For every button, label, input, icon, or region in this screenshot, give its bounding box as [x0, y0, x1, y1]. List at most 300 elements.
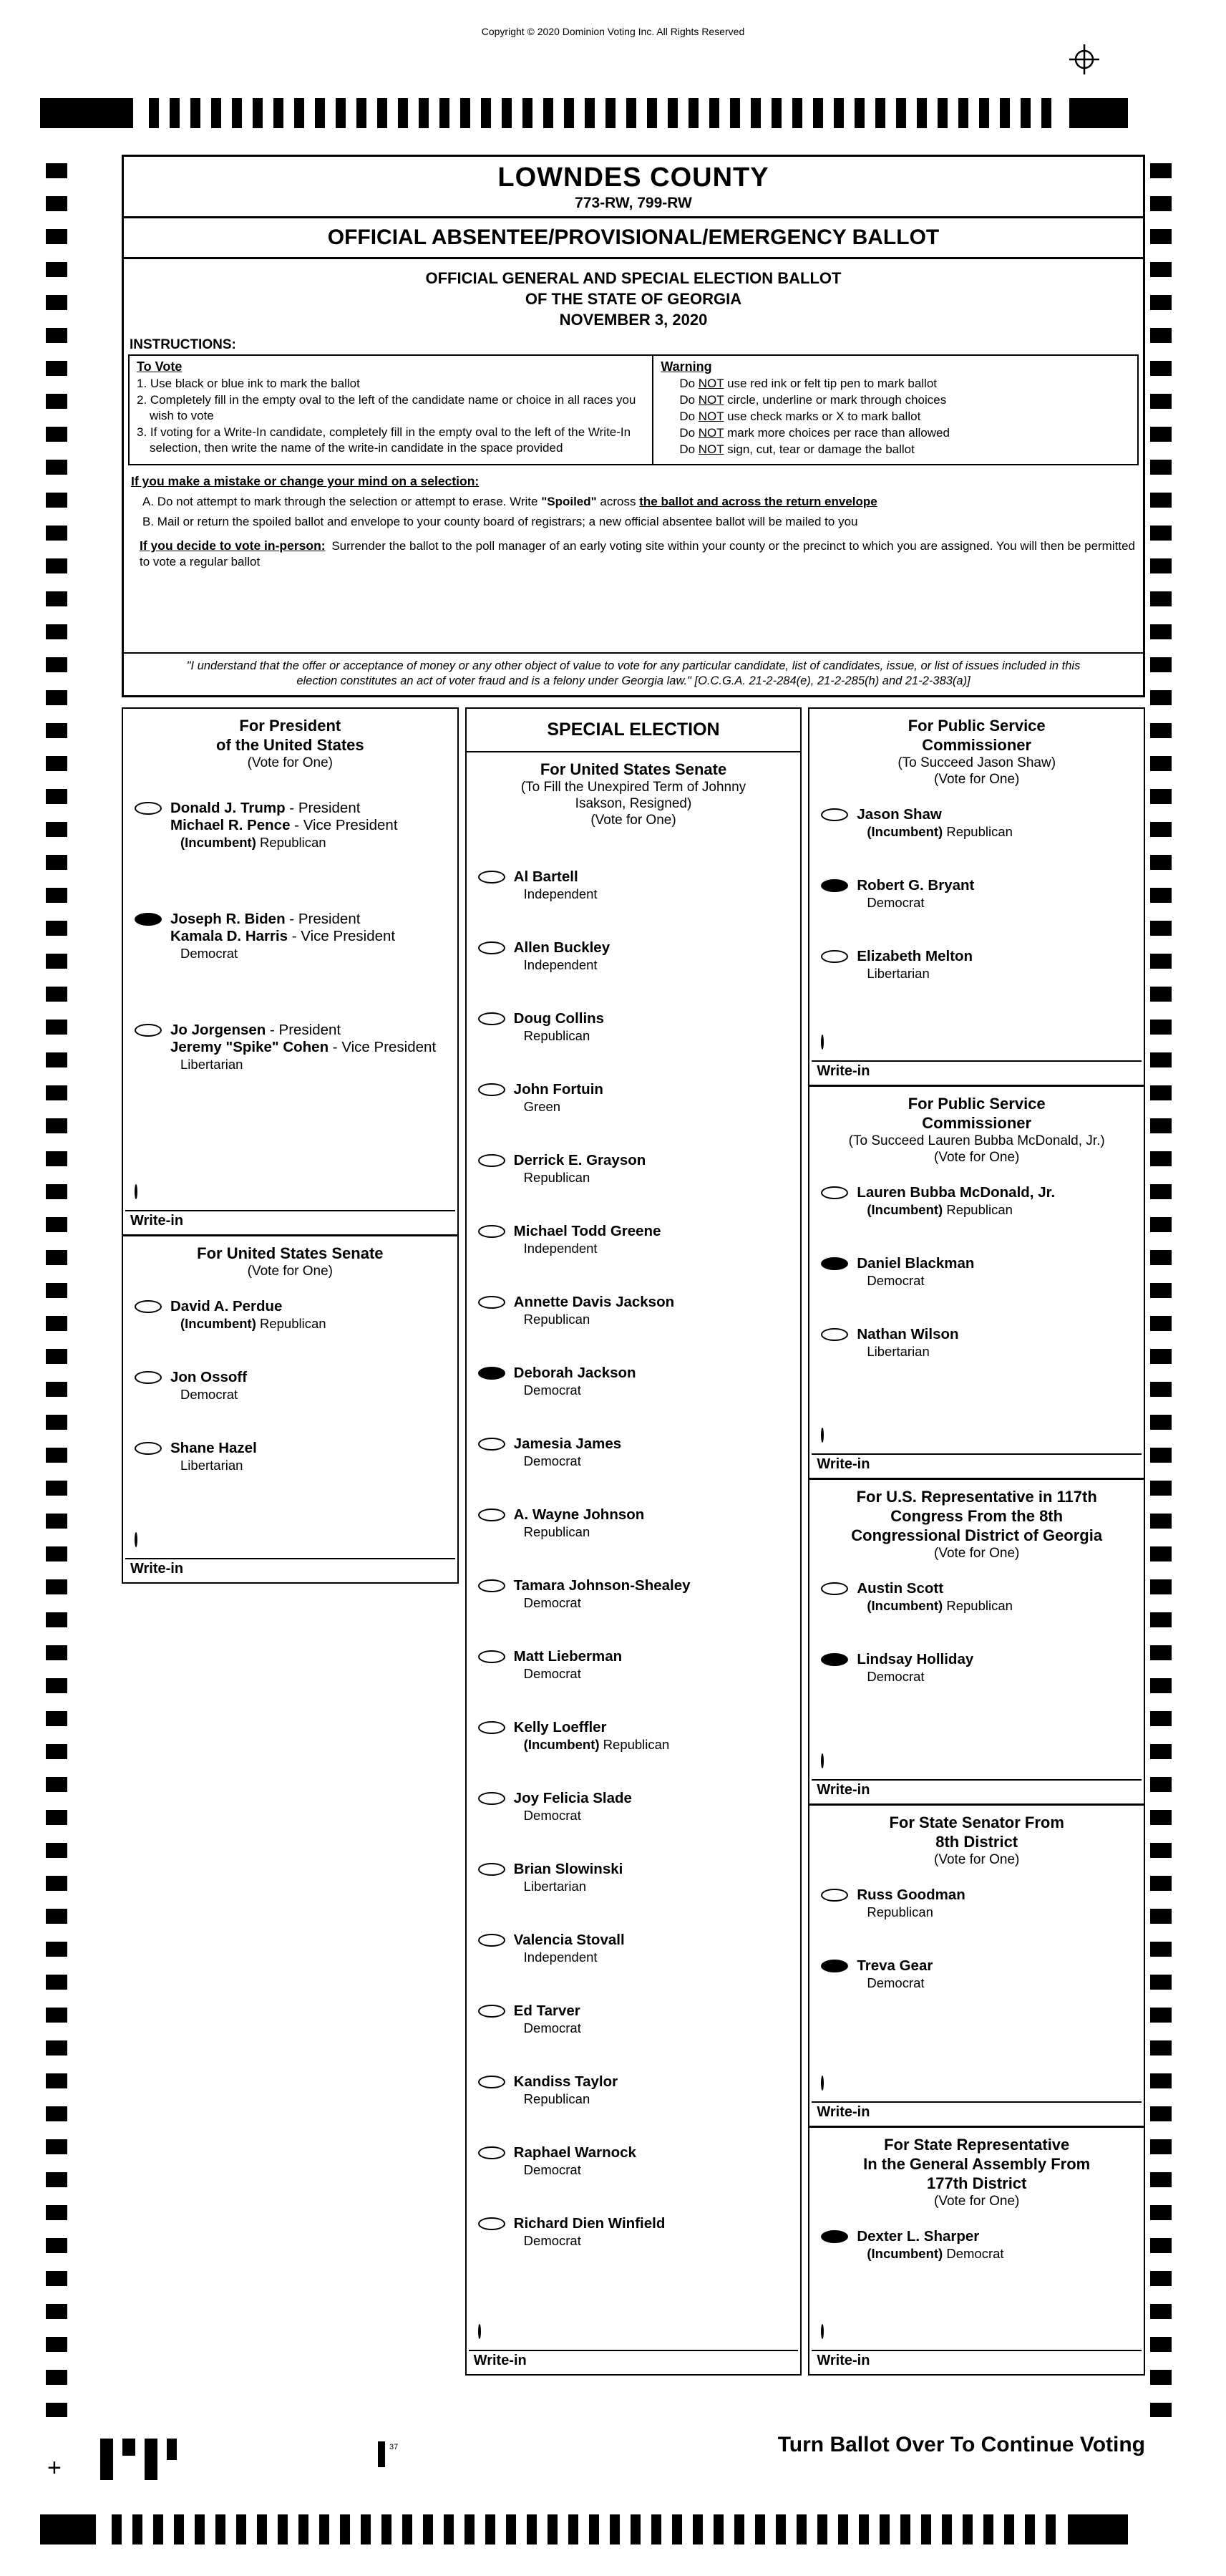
write-in-area [809, 2077, 1144, 2126]
candidate-oval-empty[interactable] [135, 1300, 162, 1313]
candidate-oval-empty[interactable] [478, 1296, 505, 1309]
candidate-oval-filled[interactable] [478, 1367, 505, 1380]
write-in-area [809, 1429, 1144, 1478]
write-in-oval-row [809, 1429, 1144, 1442]
candidate-michael-todd-greene [478, 1223, 795, 1256]
candidate-text-line: Libertarian [523, 1879, 587, 1894]
candidate-jason-shaw [821, 806, 1138, 840]
candidate-text [170, 1298, 326, 1332]
candidate-text [857, 1887, 965, 1920]
write-in-label: Write-in [130, 1213, 184, 1229]
vote-for-label: (Vote for One) [590, 813, 676, 828]
write-in-label: Write-in [473, 2353, 527, 2368]
mistake-section [131, 474, 1136, 529]
candidate-oval-filled[interactable] [135, 913, 162, 926]
candidate-text [857, 877, 974, 911]
candidate-text-line: Michael R. Pence - Vice President [170, 817, 398, 833]
contest-title-line: For Public Service [908, 717, 1046, 735]
contest-subtitle-line: (To Succeed Jason Shaw) [897, 755, 1056, 770]
candidate-text-line: Democrat [523, 2233, 581, 2248]
candidate-text-line: Doug Collins [513, 1010, 605, 1027]
write-in-oval[interactable] [135, 1532, 137, 1547]
ballot-header [122, 155, 1145, 697]
candidate-oval-empty[interactable] [821, 1328, 848, 1341]
candidate-text [857, 1326, 958, 1360]
contest-state-rep-177 [809, 2128, 1144, 2374]
contest-us-senate-special [467, 752, 801, 2374]
candidate-oval-empty[interactable] [135, 1371, 162, 1384]
candidate-text-line: Austin Scott [857, 1580, 944, 1597]
candidate-text [514, 1506, 645, 1540]
candidate-text-line: Raphael Warnock [513, 2144, 636, 2161]
to-vote-item: 2. Completely fill in the empty oval to the left of the candidate name or choice in all races you wish to vote [137, 393, 636, 422]
candidate-text-line: Libertarian [867, 966, 930, 981]
contest-title-line: Congress From the 8th [890, 1507, 1064, 1525]
write-in-area [809, 1755, 1144, 1803]
candidate-lauren-bubba-mcdonald-jr [821, 1184, 1138, 1218]
candidate-text [857, 1255, 974, 1289]
candidate-oval-empty[interactable] [478, 1154, 505, 1167]
candidate-oval-empty[interactable] [478, 1083, 505, 1096]
registration-mark [1068, 43, 1101, 76]
candidate-text-line: Tamara Johnson-Shealey [513, 1577, 691, 1594]
write-in-label: Write-in [817, 1782, 870, 1798]
candidate-text [514, 1648, 623, 1682]
candidate-text-line: (Incumbent) Republican [867, 824, 1013, 839]
candidate-valencia-stovall [478, 1932, 795, 1965]
vote-for-label: (Vote for One) [934, 1150, 1020, 1165]
timing-block-right [1069, 98, 1128, 128]
timing-block-left [40, 2514, 96, 2544]
timing-bars [112, 2514, 1059, 2544]
to-vote-items [137, 376, 645, 456]
vote-for-label: (Vote for One) [247, 755, 333, 770]
write-in-label: Write-in [817, 1063, 870, 1079]
candidate-text [170, 800, 398, 851]
candidate-text-line: Democrat [523, 1595, 581, 1610]
candidate-shane-hazel [135, 1440, 452, 1473]
candidate-text-line: Democrat [523, 1666, 581, 1681]
candidate-doug-collins [478, 1010, 795, 1044]
write-in-oval-row [809, 1036, 1144, 1049]
candidate-text-line: Annette Davis Jackson [513, 1294, 675, 1310]
mistake-item-b: B. Mail or return the spoiled ballot and envelope to your county board of registrars; a new official absentee ballot will be mailed to you [142, 515, 858, 528]
vote-for-label: (Vote for One) [247, 1264, 333, 1279]
write-in-area [809, 2325, 1144, 2374]
write-in-oval-row [809, 1755, 1144, 1768]
warning-item: Do NOT use red ink or felt tip pen to mark ballot [679, 377, 938, 390]
to-vote-box [128, 354, 653, 465]
corner-mark: 37 [389, 2443, 399, 2451]
candidate-oval-empty[interactable] [478, 1438, 505, 1451]
candidate-oval-empty[interactable] [135, 1442, 162, 1455]
write-in-oval[interactable] [821, 2324, 824, 2339]
candidate-joseph-r-biden [135, 911, 452, 962]
candidate-oval-empty[interactable] [478, 1225, 505, 1238]
contest-title-line: Commissioner [922, 1114, 1032, 1132]
candidate-oval-empty[interactable] [478, 1509, 505, 1521]
write-in-area [809, 1036, 1144, 1085]
candidate-text-line: Republican [523, 1028, 590, 1043]
candidate-text-line: Republican [523, 1312, 590, 1327]
candidate-text-line: Russ Goodman [857, 1887, 965, 1903]
candidate-text [514, 1223, 661, 1256]
candidate-derrick-e-grayson [478, 1152, 795, 1186]
candidate-text [514, 2073, 618, 2107]
candidate-text-line: Robert G. Bryant [857, 877, 975, 894]
candidate-text-line: Independent [523, 886, 598, 901]
contest-header [467, 760, 801, 828]
candidate-lindsay-holliday [821, 1651, 1138, 1685]
to-vote-item: 1. Use black or blue ink to mark the ballot [137, 377, 360, 390]
election-title-line: OFFICIAL GENERAL AND SPECIAL ELECTION BALLOT [425, 269, 842, 287]
write-in-area [467, 2325, 801, 2374]
write-in-area [123, 1186, 457, 1234]
candidate-oval-empty[interactable] [821, 950, 848, 963]
candidate-a-wayne-johnson [478, 1506, 795, 1540]
contest-us-senate [123, 1236, 457, 1582]
contest-header [123, 1244, 457, 1279]
contest-title-line: Commissioner [922, 736, 1032, 754]
contest-header [809, 1813, 1144, 1868]
candidate-text [514, 939, 610, 973]
candidate-oval-filled[interactable] [821, 1653, 848, 1666]
candidate-text-line: Joseph R. Biden - President [170, 911, 361, 927]
candidate-text-line: Independent [523, 1950, 598, 1965]
candidate-text-line: Elizabeth Melton [857, 948, 973, 964]
candidate-oval-empty[interactable] [135, 802, 162, 815]
contest-title-line: For President [239, 717, 341, 735]
write-in-oval[interactable] [821, 1753, 824, 1768]
candidate-russ-goodman [821, 1887, 1138, 1920]
to-vote-title: To Vote [137, 359, 183, 374]
candidate-text [514, 2003, 581, 2036]
candidate-text-line: Joy Felicia Slade [513, 1790, 632, 1806]
candidate-list [809, 1887, 1144, 1991]
candidate-text-line: Jeremy "Spike" Cohen - Vice President [170, 1039, 437, 1055]
candidate-jon-ossoff [135, 1369, 452, 1403]
write-in-label: Write-in [817, 1456, 870, 1472]
candidate-text-line: Jo Jorgensen - President [170, 1022, 341, 1038]
timing-bars [149, 98, 1059, 128]
candidate-text [857, 2228, 1003, 2262]
candidate-treva-gear [821, 1957, 1138, 1991]
write-in-oval[interactable] [478, 2324, 481, 2339]
candidate-oval-empty[interactable] [821, 808, 848, 821]
candidate-text-line: Michael Todd Greene [513, 1223, 661, 1239]
candidate-text-line: Democrat [523, 1383, 581, 1398]
candidate-john-fortuin [478, 1081, 795, 1115]
contest-title-line: of the United States [216, 736, 364, 754]
instructions-label: INSTRUCTIONS: [130, 337, 236, 352]
contest-president [123, 709, 457, 1236]
candidate-annette-davis-jackson [478, 1294, 795, 1327]
candidate-tamara-johnson-shealey [478, 1577, 795, 1611]
candidate-jamesia-james [478, 1435, 795, 1469]
instructions-section [124, 333, 1143, 578]
write-in-oval-row [123, 1186, 457, 1199]
write-in-label: Write-in [130, 1561, 184, 1577]
candidate-text-line: Nathan Wilson [857, 1326, 959, 1342]
candidate-text-line: Jon Ossoff [170, 1369, 248, 1385]
candidate-oval-empty[interactable] [478, 2217, 505, 2230]
write-in-label: Write-in [817, 2104, 870, 2120]
candidate-text-line: (Incumbent) Republican [180, 835, 326, 850]
contest-psc-shaw [809, 709, 1144, 1087]
special-election-header: SPECIAL ELECTION [467, 709, 801, 752]
candidate-text [857, 1184, 1055, 1218]
candidate-text-line: Republican [523, 1524, 590, 1539]
write-in-oval[interactable] [821, 2076, 824, 2091]
write-in-oval-row [809, 2077, 1144, 2090]
candidate-text-line: Matt Lieberman [513, 1648, 623, 1665]
candidate-text-line: Valencia Stovall [513, 1932, 625, 1948]
candidate-text [514, 1577, 691, 1611]
candidate-text-line: David A. Perdue [170, 1298, 283, 1314]
candidate-text-line: (Incumbent) Republican [523, 1737, 670, 1752]
candidate-text-line: Republican [867, 1904, 933, 1919]
write-in-oval[interactable] [821, 1035, 824, 1050]
candidate-david-a-perdue [135, 1298, 452, 1332]
warning-items [661, 376, 1130, 457]
candidate-oval-empty[interactable] [478, 2076, 505, 2088]
candidate-text-line: Democrat [867, 1669, 925, 1684]
contest-header [809, 716, 1144, 788]
candidate-text-line: Libertarian [867, 1344, 930, 1359]
ballot-content [122, 155, 1145, 2376]
candidate-text-line: Ed Tarver [513, 2003, 580, 2019]
candidate-text-line: Libertarian [180, 1458, 243, 1473]
candidate-jo-jorgensen [135, 1022, 452, 1072]
candidate-dexter-l-sharper [821, 2228, 1138, 2262]
candidate-list [809, 806, 1144, 982]
candidate-text-line: (Incumbent) Democrat [867, 2246, 1004, 2261]
candidate-text-line: Green [523, 1099, 561, 1114]
candidate-oval-empty[interactable] [478, 1863, 505, 1876]
contest-header [809, 2135, 1144, 2209]
candidate-text-line: Lauren Bubba McDonald, Jr. [857, 1184, 1056, 1201]
contest-header [809, 1487, 1144, 1561]
candidate-text [170, 1440, 257, 1473]
candidate-kelly-loeffler [478, 1719, 795, 1753]
contest-title-line: For United States Senate [540, 760, 727, 778]
candidate-text-line: Deborah Jackson [513, 1365, 636, 1381]
candidate-oval-empty[interactable] [478, 1012, 505, 1025]
candidate-list [809, 2228, 1144, 2262]
warning-item: Do NOT sign, cut, tear or damage the ballot [679, 442, 915, 456]
vote-for-label: (Vote for One) [934, 1546, 1020, 1561]
warning-title: Warning [661, 359, 712, 374]
candidate-al-bartell [478, 868, 795, 902]
candidate-text-line: Democrat [523, 1808, 581, 1823]
candidate-oval-filled[interactable] [821, 2230, 848, 2243]
candidate-oval-filled[interactable] [821, 1257, 848, 1270]
timing-block-left [40, 98, 133, 128]
candidate-text [514, 1294, 674, 1327]
candidate-list [123, 800, 457, 1072]
candidate-text [514, 1932, 625, 1965]
candidate-kandiss-taylor [478, 2073, 795, 2107]
county-band [124, 157, 1143, 218]
candidate-oval-empty[interactable] [478, 871, 505, 883]
to-vote-item: 3. If voting for a Write-In candidate, completely fill in the empty oval to the left of the Write-In selection, then write the name of the write-in candidate in the space provided [137, 425, 631, 455]
candidate-oval-filled[interactable] [821, 879, 848, 892]
vote-for-label: (Vote for One) [934, 1852, 1020, 1867]
copyright-text: Copyright © 2020 Dominion Voting Inc. All Rights Reserved [481, 26, 745, 37]
write-in-label: Write-in [817, 2353, 870, 2368]
candidate-deborah-jackson [478, 1365, 795, 1398]
candidate-text-line: (Incumbent) Republican [867, 1598, 1013, 1613]
candidate-text-line: Allen Buckley [513, 939, 610, 956]
candidate-oval-empty[interactable] [478, 1650, 505, 1663]
election-title-line: OF THE STATE OF GEORGIA [525, 290, 742, 308]
candidate-text-line: Jason Shaw [857, 806, 942, 823]
candidate-text-line: Independent [523, 957, 598, 972]
contest-header [809, 1094, 1144, 1166]
candidate-text-line: Republican [523, 2091, 590, 2106]
contest-title-line: 177th District [926, 2174, 1027, 2192]
candidate-text-line: Brian Slowinski [513, 1861, 623, 1877]
in-person-section [140, 538, 1136, 570]
county-name: LOWNDES COUNTY [497, 163, 769, 193]
candidate-text-line: Democrat [867, 1273, 925, 1288]
candidate-text-line: Kelly Loeffler [513, 1719, 607, 1735]
ballot-column-3 [808, 707, 1145, 2376]
timing-marks-left [46, 163, 67, 2417]
contest-title-line: For United States Senate [197, 1244, 384, 1262]
candidate-text [514, 1152, 646, 1186]
vote-for-label: (Vote for One) [934, 2194, 1020, 2209]
warning-item: Do NOT circle, underline or mark through choices [679, 393, 947, 407]
election-title [124, 259, 1143, 333]
candidate-text-line: Shane Hazel [170, 1440, 257, 1456]
candidate-text [514, 1790, 632, 1824]
candidate-text-line: Dexter L. Sharper [857, 2228, 980, 2245]
candidate-text-line: Libertarian [180, 1057, 243, 1072]
candidate-list [809, 1580, 1144, 1685]
candidate-text-line: (Incumbent) Republican [180, 1316, 326, 1331]
candidate-text [857, 806, 1013, 840]
candidate-nathan-wilson [821, 1326, 1138, 1360]
warning-box [652, 354, 1139, 465]
candidate-text-line: Democrat [523, 2020, 581, 2035]
candidate-list [123, 1298, 457, 1473]
candidate-text-line: John Fortuin [513, 1081, 603, 1098]
vote-for-label: (Vote for One) [934, 772, 1020, 787]
candidate-brian-slowinski [478, 1861, 795, 1894]
candidate-text-line: Jamesia James [513, 1435, 622, 1452]
candidate-daniel-blackman [821, 1255, 1138, 1289]
in-person-heading: If you decide to vote in-person: [140, 538, 326, 553]
candidate-oval-empty[interactable] [821, 1186, 848, 1199]
candidate-text [514, 1435, 621, 1469]
candidate-oval-empty[interactable] [821, 1889, 848, 1902]
candidate-text [514, 1365, 636, 1398]
in-person-text: Surrender the ballot to the poll manager of an early voting site within your county or the precinct to which you are assigned. You will then be permitted to vote a regular ballot [140, 539, 1135, 568]
contest-state-senate-8 [809, 1806, 1144, 2128]
candidate-text [514, 2215, 666, 2249]
candidate-text [857, 948, 973, 982]
write-in-oval[interactable] [821, 1428, 824, 1443]
candidate-text-line: Kandiss Taylor [513, 2073, 618, 2090]
candidate-joy-felicia-slade [478, 1790, 795, 1824]
write-in-area [123, 1534, 457, 1582]
candidate-oval-filled[interactable] [821, 1960, 848, 1972]
timing-marks-bottom [40, 2514, 1128, 2544]
candidate-oval-empty[interactable] [135, 1024, 162, 1037]
ballot-column-2 [465, 707, 802, 2376]
candidate-austin-scott [821, 1580, 1138, 1614]
candidate-text [170, 911, 395, 962]
candidate-text [857, 1651, 973, 1685]
turn-ballot-over-text: Turn Ballot Over To Continue Voting [777, 2433, 1145, 2456]
write-in-oval-row [467, 2325, 801, 2338]
candidate-text [514, 868, 598, 902]
candidate-oval-empty[interactable] [821, 1582, 848, 1595]
mistake-item-a: A. Do not attempt to mark through the selection or attempt to erase. Write "Spoiled" across the ballot and across the return envelope [142, 495, 877, 508]
contest-us-rep-8 [809, 1480, 1144, 1806]
print-corner-bar [378, 2441, 385, 2467]
contest-title-line: Congressional District of Georgia [851, 1526, 1103, 1544]
candidate-text [857, 1957, 933, 1991]
candidate-oval-empty[interactable] [478, 2005, 505, 2018]
instruction-boxes [128, 354, 1139, 465]
candidate-oval-empty[interactable] [478, 2146, 505, 2159]
candidate-text-line: Democrat [867, 1975, 925, 1990]
contest-subtitle-line: (To Succeed Lauren Bubba McDonald, Jr.) [848, 1133, 1105, 1148]
contest-title-line: For State Representative [884, 2136, 1070, 2154]
ballot-column-1 [122, 707, 459, 1584]
candidate-oval-empty[interactable] [478, 1721, 505, 1734]
candidate-richard-dien-winfield [478, 2215, 795, 2249]
candidate-oval-empty[interactable] [478, 1792, 505, 1805]
ballot-columns [122, 707, 1145, 2376]
contest-title-line: For State Senator From [889, 1814, 1064, 1831]
candidate-text [170, 1369, 247, 1403]
candidate-list [809, 1184, 1144, 1360]
warning-item: Do NOT mark more choices per race than allowed [679, 426, 950, 440]
candidate-oval-empty[interactable] [478, 1579, 505, 1592]
candidate-text-line: Democrat [523, 1453, 581, 1468]
candidate-text [514, 1719, 670, 1753]
mistake-heading: If you make a mistake or change your mind on a selection: [131, 474, 480, 488]
candidate-text [514, 1081, 603, 1115]
candidate-text-line: Kamala D. Harris - Vice President [170, 928, 396, 944]
contest-psc-mcdonald [809, 1087, 1144, 1480]
contest-subtitle-line: (To Fill the Unexpired Term of Johnny [520, 780, 746, 795]
write-in-oval[interactable] [135, 1184, 137, 1199]
warning-item: Do NOT use check marks or X to mark ballot [679, 410, 921, 423]
candidate-ed-tarver [478, 2003, 795, 2036]
write-in-oval-row [123, 1534, 457, 1546]
candidate-oval-empty[interactable] [478, 941, 505, 954]
timing-marks-top [40, 98, 1128, 128]
timing-marks-right [1150, 163, 1172, 2417]
candidate-text-line: Lindsay Holliday [857, 1651, 974, 1667]
candidate-donald-j-trump [135, 800, 452, 851]
fraud-notice: "I understand that the offer or acceptance of money or any other object of value to vote for any particular candidate, list of candidates, issue, or list of issues included in this election constitutes an act of voter fraud and is a felony under Georgia law." [O.C.G.A. 21-2-284(e), 21-2-285(h) and 21-2-383(a)] [124, 652, 1143, 695]
candidate-text [514, 1861, 623, 1894]
candidate-text [857, 1580, 1013, 1614]
candidate-text-line: Democrat [180, 946, 238, 961]
candidate-oval-empty[interactable] [478, 1934, 505, 1947]
contest-title-line: For U.S. Representative in 117th [856, 1488, 1097, 1506]
contest-header [123, 716, 457, 771]
candidate-text-line: Richard Dien Winfield [513, 2215, 666, 2232]
candidate-text-line: Donald J. Trump - President [170, 800, 361, 816]
candidate-text-line: Treva Gear [857, 1957, 933, 1974]
candidate-text [514, 1010, 604, 1044]
